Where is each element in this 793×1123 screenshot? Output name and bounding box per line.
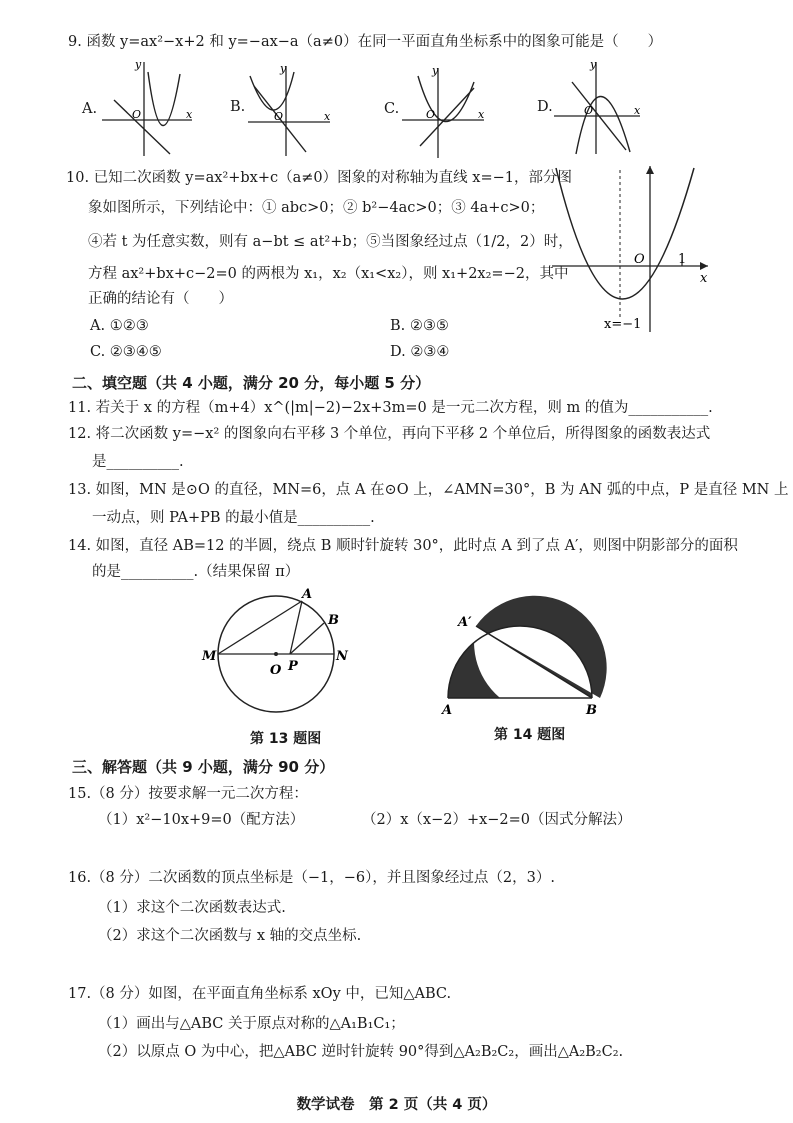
q10-line-5: 正确的结论有（ ） (88, 291, 233, 307)
q13-text: 13. 如图，MN 是⊙O 的直径，MN=6，点 A 在⊙O 上，∠AMN=30°，B 为 AN 弧的中点，P 是直径 MN 上 (68, 482, 789, 498)
q9-option-b: B. (230, 99, 246, 115)
q9-option-c: C. (384, 101, 400, 117)
q9c-y: y (432, 64, 439, 77)
q11-text: 11. 若关于 x 的方程（m+4）x^(|m|−2)−2x+3m=0 是一元二次方程，则 m 的值为___________. (68, 400, 713, 416)
fig13-label-p: P (288, 659, 298, 674)
fig14-label-b: B (586, 703, 597, 718)
q9-graph-a (100, 58, 196, 158)
q9a-origin: O (132, 108, 142, 121)
q9d-x: x (634, 104, 641, 117)
q10-line-1: 10. 已知二次函数 y=ax²+bx+c（a≠0）图象的对称轴为直线 x=−1，部分图 (66, 170, 572, 186)
section-2-title: 二、填空题（共 4 小题，满分 20 分，每小题 5 分） (72, 374, 431, 392)
q9d-origin: O (584, 104, 594, 117)
q10-parabola-graph (550, 160, 722, 336)
q13-text-cont: 一动点，则 PA+PB 的最小值是__________. (92, 510, 375, 526)
q10-line-3: ④若 t 为任意实数，则有 a−bt ≤ at²+b；⑤当图象经过点（1/2，2）时， (88, 234, 573, 250)
fig13-label-n: N (336, 649, 348, 664)
q9b-x: x (324, 110, 331, 123)
q9-graph-d (552, 58, 646, 158)
q9b-y: y (280, 62, 287, 75)
q10-origin-label: O (634, 252, 645, 267)
q10-one-label: 1 (678, 252, 687, 267)
q17-part-1: （1）画出与△ABC 关于原点对称的△A₁B₁C₁； (98, 1016, 405, 1032)
q9a-y: y (135, 58, 142, 71)
fig14-semicircle-diagram (438, 580, 618, 720)
fig13-label-o: O (270, 663, 282, 678)
q16-part-1: （1）求这个二次函数表达式. (98, 900, 286, 916)
q10-x-label: x (700, 271, 708, 286)
fig13-caption: 第 13 题图 (250, 731, 322, 747)
q15-part-1: （1）x²−10x+9=0（配方法） (98, 812, 305, 828)
fig13-label-b: B (328, 613, 339, 628)
q12-text: 12. 将二次函数 y=−x² 的图象向右平移 3 个单位，再向下平移 2 个单位后，所得图象的函数表达式 (68, 426, 711, 442)
q12-text-cont: 是__________. (92, 454, 184, 470)
q15-text: 15.（8 分）按要求解一元二次方程： (68, 786, 308, 802)
q17-part-2: （2）以原点 O 为中心，把△ABC 逆时针旋转 90°得到△A₂B₂C₂，画出△A₂B₂C₂. (98, 1044, 624, 1060)
q10-option-c: C. ②③④⑤ (90, 344, 162, 360)
q16-text: 16.（8 分）二次函数的顶点坐标是（−1，−6），并且图象经过点（2，3）. (68, 870, 555, 886)
q9b-origin: O (274, 110, 284, 123)
q9c-origin: O (426, 108, 436, 121)
q10-axis-label: x=−1 (604, 317, 642, 332)
fig14-label-a: A (442, 703, 453, 718)
q10-line-4: 方程 ax²+bx+c−2=0 的两根为 x₁，x₂（x₁<x₂），则 x₁+2x₂=−2，其中 (88, 266, 569, 282)
fig13-circle-diagram (196, 584, 356, 724)
q14-text: 14. 如图，直径 AB=12 的半圆，绕点 B 顺时针旋转 30°，此时点 A 到了点 A′，则图中阴影部分的面积 (68, 538, 738, 554)
q16-part-2: （2）求这个二次函数与 x 轴的交点坐标. (98, 928, 362, 944)
q10-line-2: 象如图所示，下列结论中：① abc>0；② b²−4ac>0；③ 4a+c>0； (88, 200, 545, 216)
q9-graph-b (246, 62, 336, 158)
q9-option-d: D. (537, 99, 553, 115)
q9-text: 9. 函数 y=ax²−x+2 和 y=−ax−a（a≠0）在同一平面直角坐标系中的图象可能是（ ） (68, 34, 663, 50)
q17-text: 17.（8 分）如图，在平面直角坐标系 xOy 中，已知△ABC. (68, 986, 452, 1002)
q10-option-d: D. ②③④ (390, 344, 450, 360)
page-footer: 数学试卷 第 2 页（共 4 页） (296, 1097, 497, 1113)
q14-text-cont: 的是__________.（结果保留 π） (92, 564, 300, 580)
q10-option-a: A. ①②③ (90, 318, 149, 334)
section-3-title: 三、解答题（共 9 小题，满分 90 分） (72, 758, 335, 776)
q9a-x: x (186, 108, 193, 121)
fig13-label-a: A (302, 587, 313, 602)
fig13-label-m: M (202, 649, 217, 664)
q10-option-b: B. ②③⑤ (390, 318, 449, 334)
fig14-caption: 第 14 题图 (494, 727, 566, 743)
q15-part-2: （2）x（x−2）+x−2=0（因式分解法） (362, 812, 632, 828)
q9-option-a: A. (82, 101, 98, 117)
q9d-y: y (590, 58, 597, 71)
fig14-label-a-prime: A′ (458, 615, 472, 630)
q9c-x: x (478, 108, 485, 121)
q9-graph-c (400, 64, 490, 160)
